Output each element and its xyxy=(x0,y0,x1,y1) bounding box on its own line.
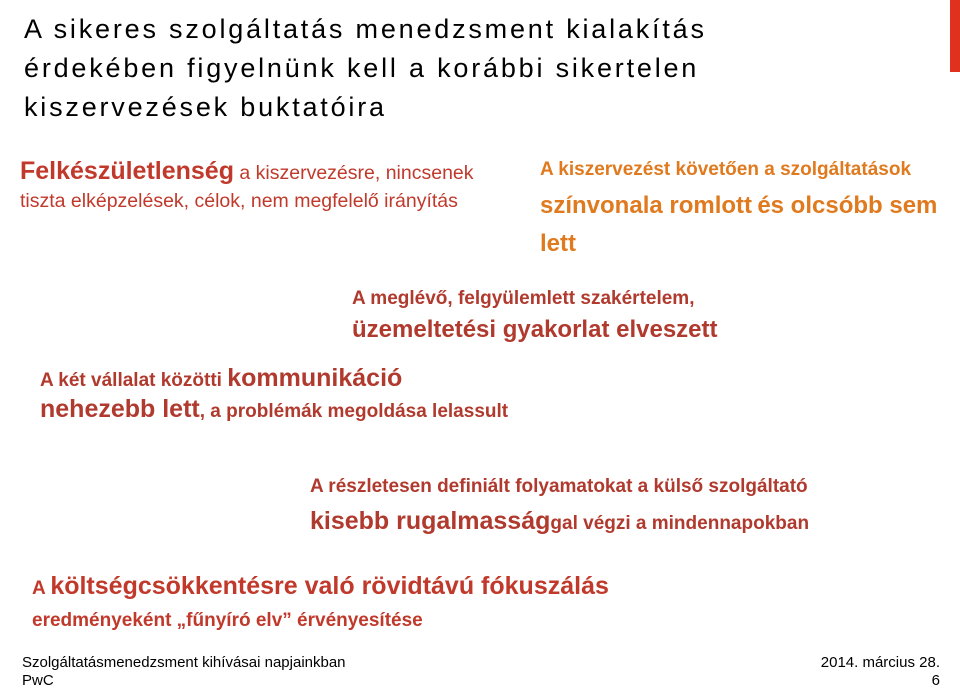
point-6-emphasis: költségcsökkentésre való rövidtávú fókuszálás xyxy=(50,572,609,600)
slide-title: A sikeres szolgáltatás menedzsment kialakítás érdekében figyelnünk kell a korábbi sikertelen kiszervezések buktatóira xyxy=(24,14,707,122)
point-2-text: és olcsóbb sem lett xyxy=(540,192,938,257)
point-4-text: , a problémák megoldása lelassult xyxy=(199,401,509,422)
point-6-text: eredményeként „fűnyíró elv” érvényesítése xyxy=(32,610,423,631)
point-1-text: a kiszervezésre, nincsenek tiszta elképzelések, célok, nem megfelelő irányítás xyxy=(20,162,474,212)
point-6-intro: A xyxy=(32,578,46,599)
point-service-quality xyxy=(540,152,960,264)
footer-date: 2014. március 28. xyxy=(820,654,940,671)
point-3-emphasis: üzemeltetési gyakorlat elveszett xyxy=(352,316,718,343)
point-2-emphasis: színvonala romlott xyxy=(540,192,753,219)
point-5-emphasis: kisebb rugalmasság xyxy=(310,507,551,535)
footer-right xyxy=(821,654,940,690)
point-flexibility xyxy=(310,470,930,541)
point-lost-expertise xyxy=(352,283,912,347)
point-4-emphasis: kommunikáció nehezebb lett xyxy=(40,364,403,423)
point-communication xyxy=(40,364,520,426)
footer-subtitle: Szolgáltatásmenedzsment kihívásai napjainkban xyxy=(22,654,346,671)
accent-bar xyxy=(950,0,960,72)
footer-company: PwC xyxy=(22,672,54,689)
point-cost-cutting xyxy=(32,570,752,637)
point-1-emphasis: Felkészületlenség xyxy=(20,157,234,185)
point-5-intro: A részletesen definiált folyamatokat a külső szolgáltató xyxy=(310,476,808,497)
footer-left xyxy=(22,654,346,690)
point-3-intro: A meglévő, felgyülemlett szakértelem, xyxy=(352,288,695,309)
point-unpreparedness xyxy=(20,157,480,215)
point-4-intro: A két vállalat közötti xyxy=(40,370,222,391)
point-5-text: gal végzi a mindennapokban xyxy=(550,513,810,534)
point-2-intro: A kiszervezést követően a szolgáltatások xyxy=(540,159,912,180)
page-number: 6 xyxy=(931,672,940,689)
